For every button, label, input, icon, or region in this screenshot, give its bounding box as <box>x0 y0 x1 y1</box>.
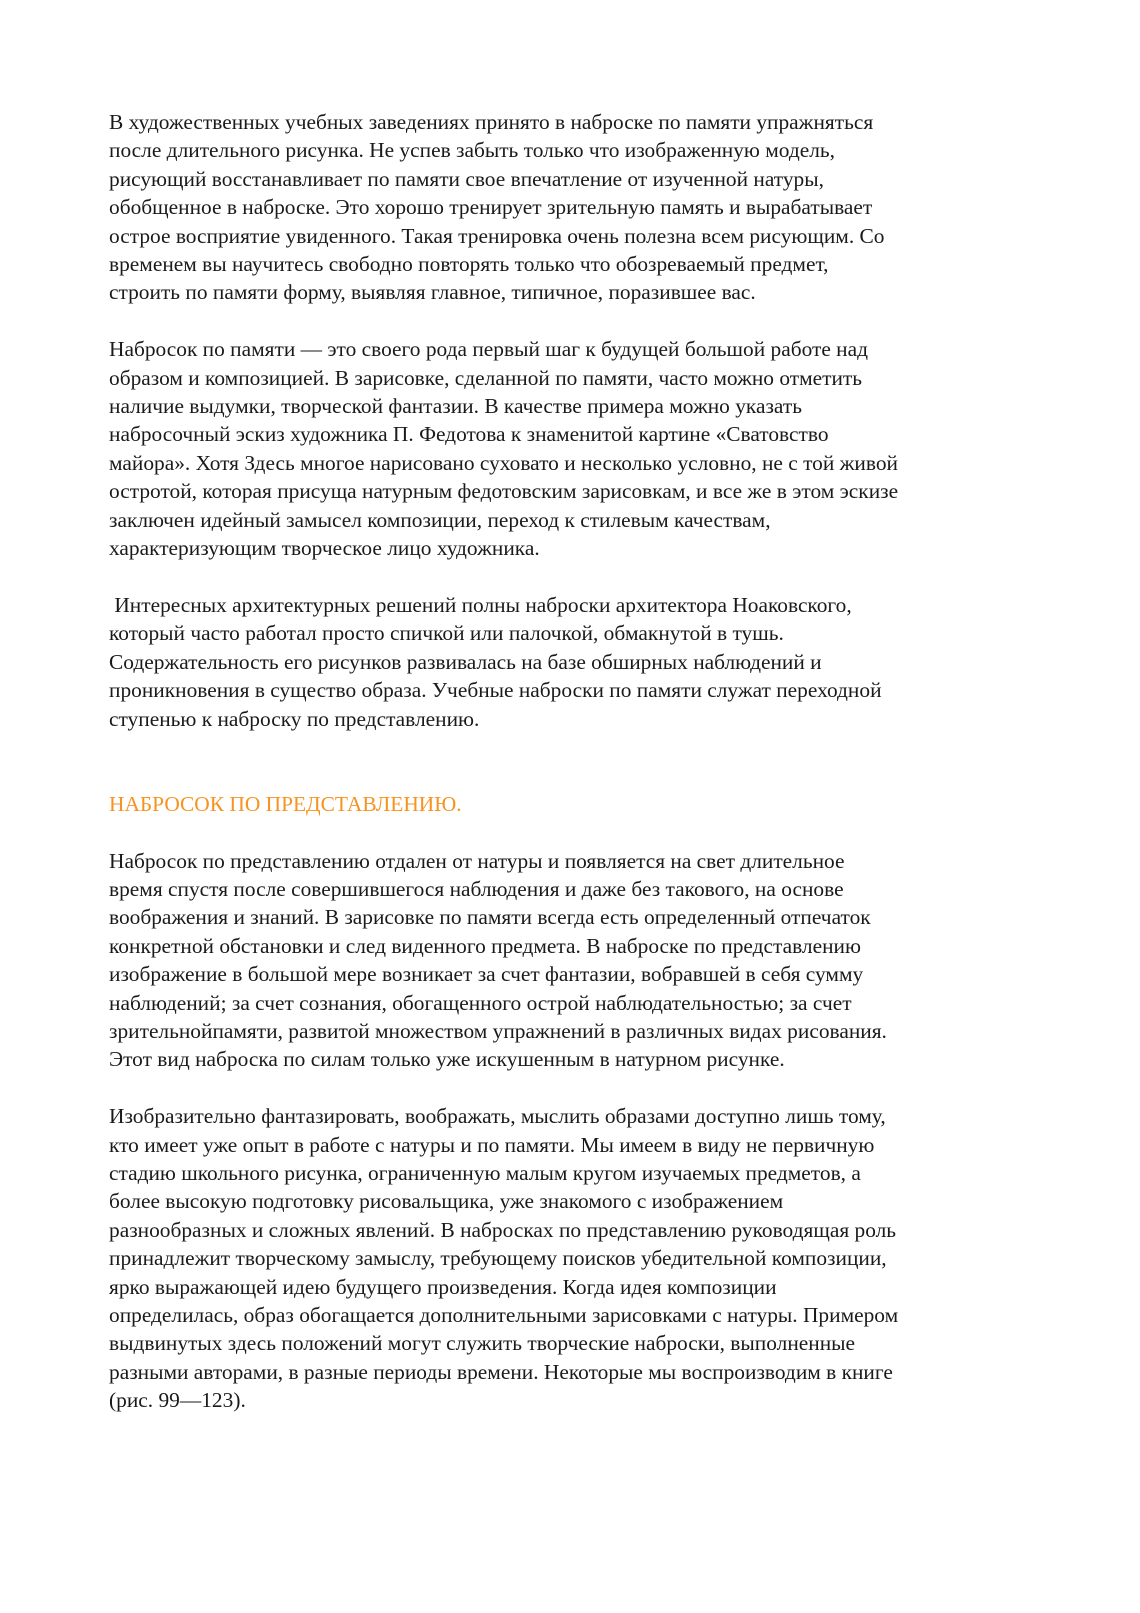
text-line: который часто работал просто спичкой или палочкой, обмакнутой в тушь. <box>109 621 784 646</box>
text-line: изображение в большой мере возникает за счет фантазии, вобравшей в себя сумму <box>109 962 864 987</box>
text-line: образом и композицией. В зарисовке, сделанной по памяти, часто можно отметить <box>109 365 863 390</box>
text-line: Интересных архитектурных решений полны наброски архитектора Ноаковского, <box>109 592 852 617</box>
text-line: остротой, которая присуща натурным федотовским зарисовкам, и все же в этом эскизе <box>109 479 899 504</box>
text-line: время спустя после совершившегося наблюдения и даже без такового, на основе <box>109 876 844 901</box>
text-line: наличие выдумки, творческой фантазии. В качестве примера можно указать <box>109 394 802 419</box>
text-line: более высокую подготовку рисовальщика, уже знакомого с изображением <box>109 1189 784 1214</box>
text-line: В художественных учебных заведениях принято в наброске по памяти упражняться <box>109 110 874 134</box>
paragraph-spacer <box>109 307 1049 335</box>
text-line: разнообразных и сложных явлений. В набросках по представлению руководящая роль <box>109 1217 897 1242</box>
paragraph-first-step <box>109 335 1049 562</box>
text-line: принадлежит творческому замыслу, требующему поисков убедительной композиции, <box>109 1246 887 1271</box>
text-line: кто имеет уже опыт в работе с натуры и по памяти. Мы имеем в виду не первичную <box>109 1132 875 1157</box>
paragraph-spacer <box>109 1074 1049 1102</box>
text-line: конкретной обстановки и след виденного предмета. В наброске по представлению <box>109 933 861 958</box>
paragraph-spacer <box>109 818 1049 846</box>
text-line: стадию школьного рисунка, ограниченную малым кругом изучаемых предметов, а <box>109 1160 861 1185</box>
text-line: рисующий восстанавливает по памяти свое впечатление от изученной натуры, <box>109 166 824 191</box>
paragraph-representation <box>109 847 1049 1074</box>
text-line: Набросок по представлению отдален от натуры и появляется на свет длительное <box>109 848 845 873</box>
text-line: майора». Хотя Здесь многое нарисовано суховато и несколько условно, не с той живой <box>109 450 898 475</box>
text-line: Содержательность его рисунков развивалась на базе обширных наблюдений и <box>109 649 822 674</box>
text-line: набросочный эскиз художника П. Федотова к знаменитой картине «Сватовство <box>109 422 829 447</box>
section-heading: НАБРОСОК ПО ПРЕДСТАВЛЕНИЮ. <box>109 791 462 816</box>
text-line: выдвинутых здесь положений могут служить творческие наброски, выполненные <box>109 1331 856 1356</box>
text-line: проникновения в существо образа. Учебные наброски по памяти служат переходной <box>109 678 882 703</box>
text-line: обобщенное в наброске. Это хорошо тренирует зрительную память и вырабатывает <box>109 195 873 220</box>
text-line: Этот вид наброска по силам только уже искушенным в натурном рисунке. <box>109 1047 785 1072</box>
text-line: временем вы научитесь свободно повторять только что обозреваемый предмет, <box>109 252 829 277</box>
text-line: (рис. 99—123). <box>109 1388 246 1413</box>
text-line: строить по памяти форму, выявляя главное, типичное, поразившее вас. <box>109 280 756 305</box>
text-line: воображения и знаний. В зарисовке по памяти всегда есть определенный отпечаток <box>109 905 871 930</box>
text-line: разными авторами, в разные периоды времени. Некоторые мы воспроизводим в книге <box>109 1359 893 1384</box>
text-line: наблюдений; за счет сознания, обогащенного острой наблюдательностью; за счет <box>109 990 852 1015</box>
paragraph-imagination <box>109 1102 1049 1414</box>
text-line: зрительнойпамяти, развитой множеством упражнений в различных видах рисования. <box>109 1018 887 1043</box>
text-line: определилась, образ обогащается дополнительными зарисовками с натуры. Примером <box>109 1302 899 1327</box>
text-line: Изобразительно фантазировать, воображать, мыслить образами доступно лишь тому, <box>109 1104 886 1129</box>
text-line: характеризующим творческое лицо художника. <box>109 536 540 561</box>
text-line: острое восприятие увиденного. Такая тренировка очень полезна всем рисующим. Со <box>109 223 885 248</box>
text-line: ступенью к наброску по представлению. <box>109 706 480 731</box>
text-line: Набросок по памяти — это своего рода первый шаг к будущей большой работе над <box>109 337 869 362</box>
text-line: заключен идейный замысел композиции, переход к стилевым качествам, <box>109 507 771 532</box>
paragraph-noakovsky <box>109 591 1049 733</box>
section-spacer <box>109 733 1049 790</box>
text-line: ярко выражающей идею будущего произведения. Когда идея композиции <box>109 1274 777 1299</box>
paragraph-spacer <box>109 562 1049 590</box>
document-page <box>109 108 1049 1415</box>
text-line: после длительного рисунка. Не успев забыть только что изображенную модель, <box>109 138 836 163</box>
paragraph-memory-exercise <box>109 108 1049 307</box>
